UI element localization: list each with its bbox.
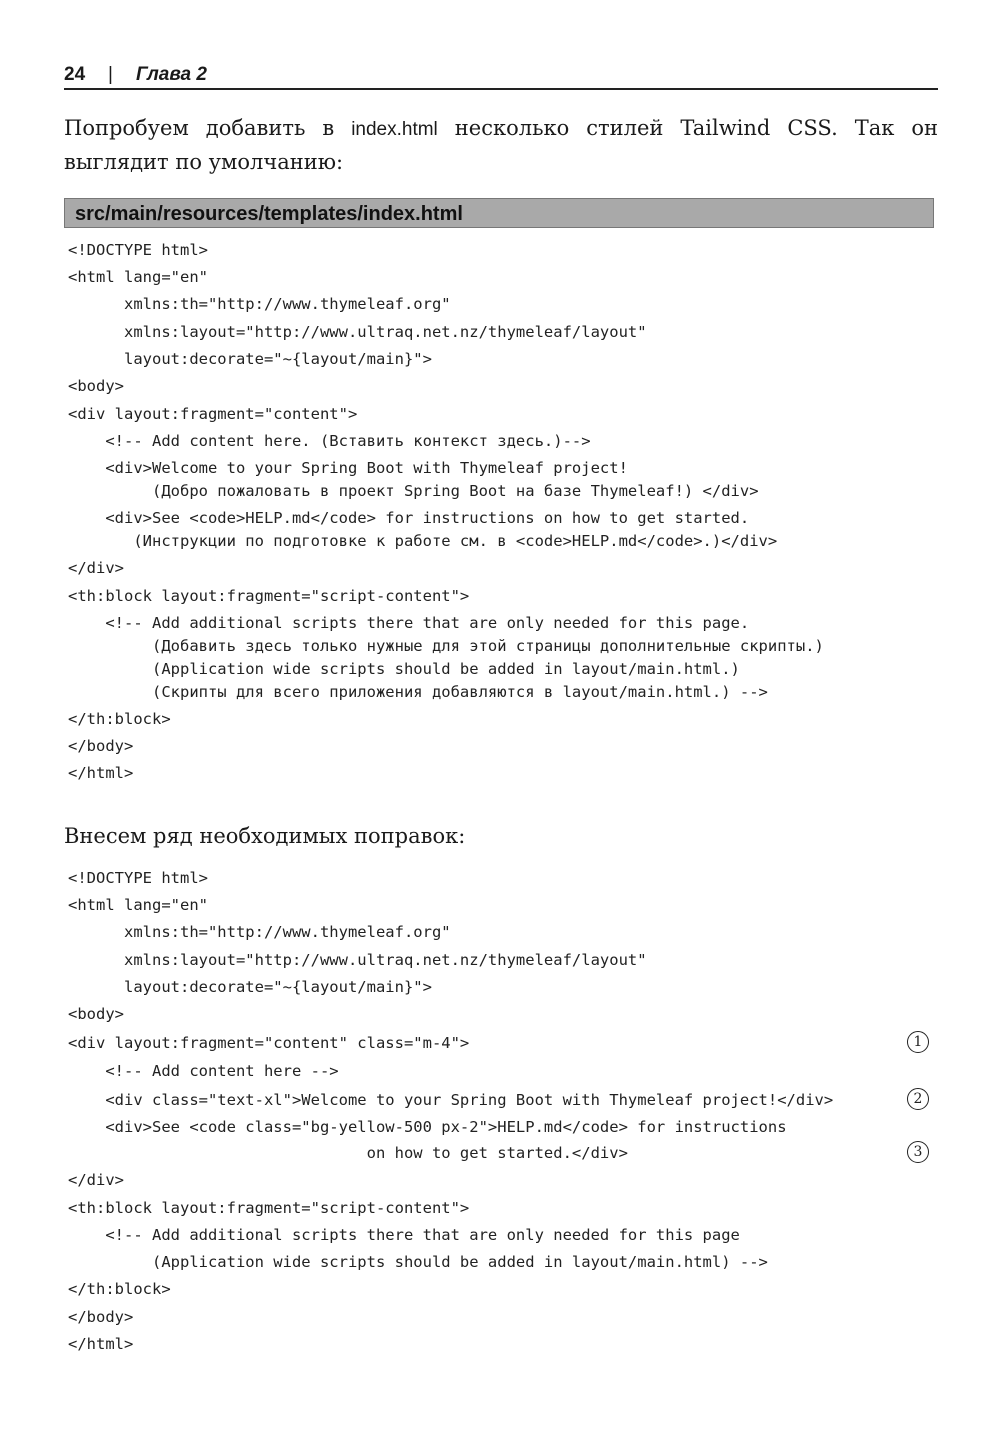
code-line: <html lang="en" [68, 268, 208, 286]
page-header [64, 62, 938, 90]
code-line: <th:block layout:fragment="script-content"> [68, 1199, 470, 1217]
code-line: <!DOCTYPE html> [68, 241, 208, 259]
code-line: (Application wide scripts should be added in layout/main.html.) [68, 660, 740, 678]
code-line: <div>See <code class="bg-yellow-500 px-2">HELP.md</code> for instructions [68, 1118, 787, 1136]
chapter-title: Глава 2 [136, 64, 207, 85]
code-line: <div layout:fragment="content" class="m-4"> [68, 1034, 470, 1052]
code-line: xmlns:th="http://www.thymeleaf.org" [68, 295, 451, 313]
callout-marker-3: 3 [907, 1141, 929, 1163]
code-line: <!-- Add content here --> [68, 1062, 339, 1080]
code-line: <div layout:fragment="content"> [68, 405, 358, 423]
code-line: (Добавить здесь только нужные для этой страницы дополнительные скрипты.) [68, 637, 824, 655]
code-line: </div> [68, 559, 124, 577]
code-line: </html> [68, 764, 134, 782]
code-line: <!-- Add content here. (Вставить контекст здесь.)--> [68, 432, 591, 450]
code-line: (Добро пожаловать в проект Spring Boot на базе Thymeleaf!) </div> [68, 482, 759, 500]
code-line: layout:decorate="~{layout/main}"> [68, 350, 432, 368]
intro-paragraph [64, 112, 938, 178]
code-line: xmlns:layout="http://www.ultraq.net.nz/thymeleaf/layout" [68, 951, 647, 969]
callout-marker-1: 1 [907, 1031, 929, 1053]
code-line: <!DOCTYPE html> [68, 869, 208, 887]
code-line: <body> [68, 377, 124, 395]
code-line: xmlns:th="http://www.thymeleaf.org" [68, 923, 451, 941]
code-line: </body> [68, 1308, 134, 1326]
code-line: on how to get started.</div> [68, 1144, 628, 1162]
code-line: </th:block> [68, 710, 171, 728]
code-line: <th:block layout:fragment="script-content"> [68, 587, 470, 605]
code-line: <html lang="en" [68, 896, 208, 914]
code-line: <div>Welcome to your Spring Boot with Thymeleaf project! [68, 459, 628, 477]
code-line: <div class="text-xl">Welcome to your Spring Boot with Thymeleaf project!</div> [68, 1091, 834, 1109]
intro-filename: index.html [351, 119, 438, 140]
intro-text-after: несколько стилей Tailwind CSS. Так он выглядит по умолчанию: [64, 116, 938, 174]
file-path-bar: src/main/resources/templates/index.html [64, 198, 934, 228]
callout-marker-2: 2 [907, 1088, 929, 1110]
code-line: <!-- Add additional scripts there that are only needed for this page [68, 1226, 740, 1244]
code-line: <body> [68, 1005, 124, 1023]
page-number: 24 [64, 64, 86, 85]
code-line: </html> [68, 1335, 134, 1353]
code-line: (Скрипты для всего приложения добавляются в layout/main.html.) --> [68, 683, 768, 701]
code-line: <div>See <code>HELP.md</code> for instructions on how to get started. [68, 509, 750, 527]
code-line: <!-- Add additional scripts there that are only needed for this page. [68, 614, 750, 632]
code-line: </body> [68, 737, 134, 755]
code-line: </th:block> [68, 1280, 171, 1298]
intro-text-before: Попробуем добавить в [64, 116, 352, 140]
code-line: </div> [68, 1171, 124, 1189]
header-separator: | [108, 64, 113, 85]
section-heading: Внесем ряд необходимых поправок: [64, 824, 466, 848]
code-line: xmlns:layout="http://www.ultraq.net.nz/thymeleaf/layout" [68, 323, 647, 341]
code-line: (Инструкции по подготовке к работе см. в <code>HELP.md</code>.)</div> [68, 532, 778, 550]
code-line: layout:decorate="~{layout/main}"> [68, 978, 432, 996]
code-line: (Application wide scripts should be added in layout/main.html) --> [68, 1253, 768, 1271]
